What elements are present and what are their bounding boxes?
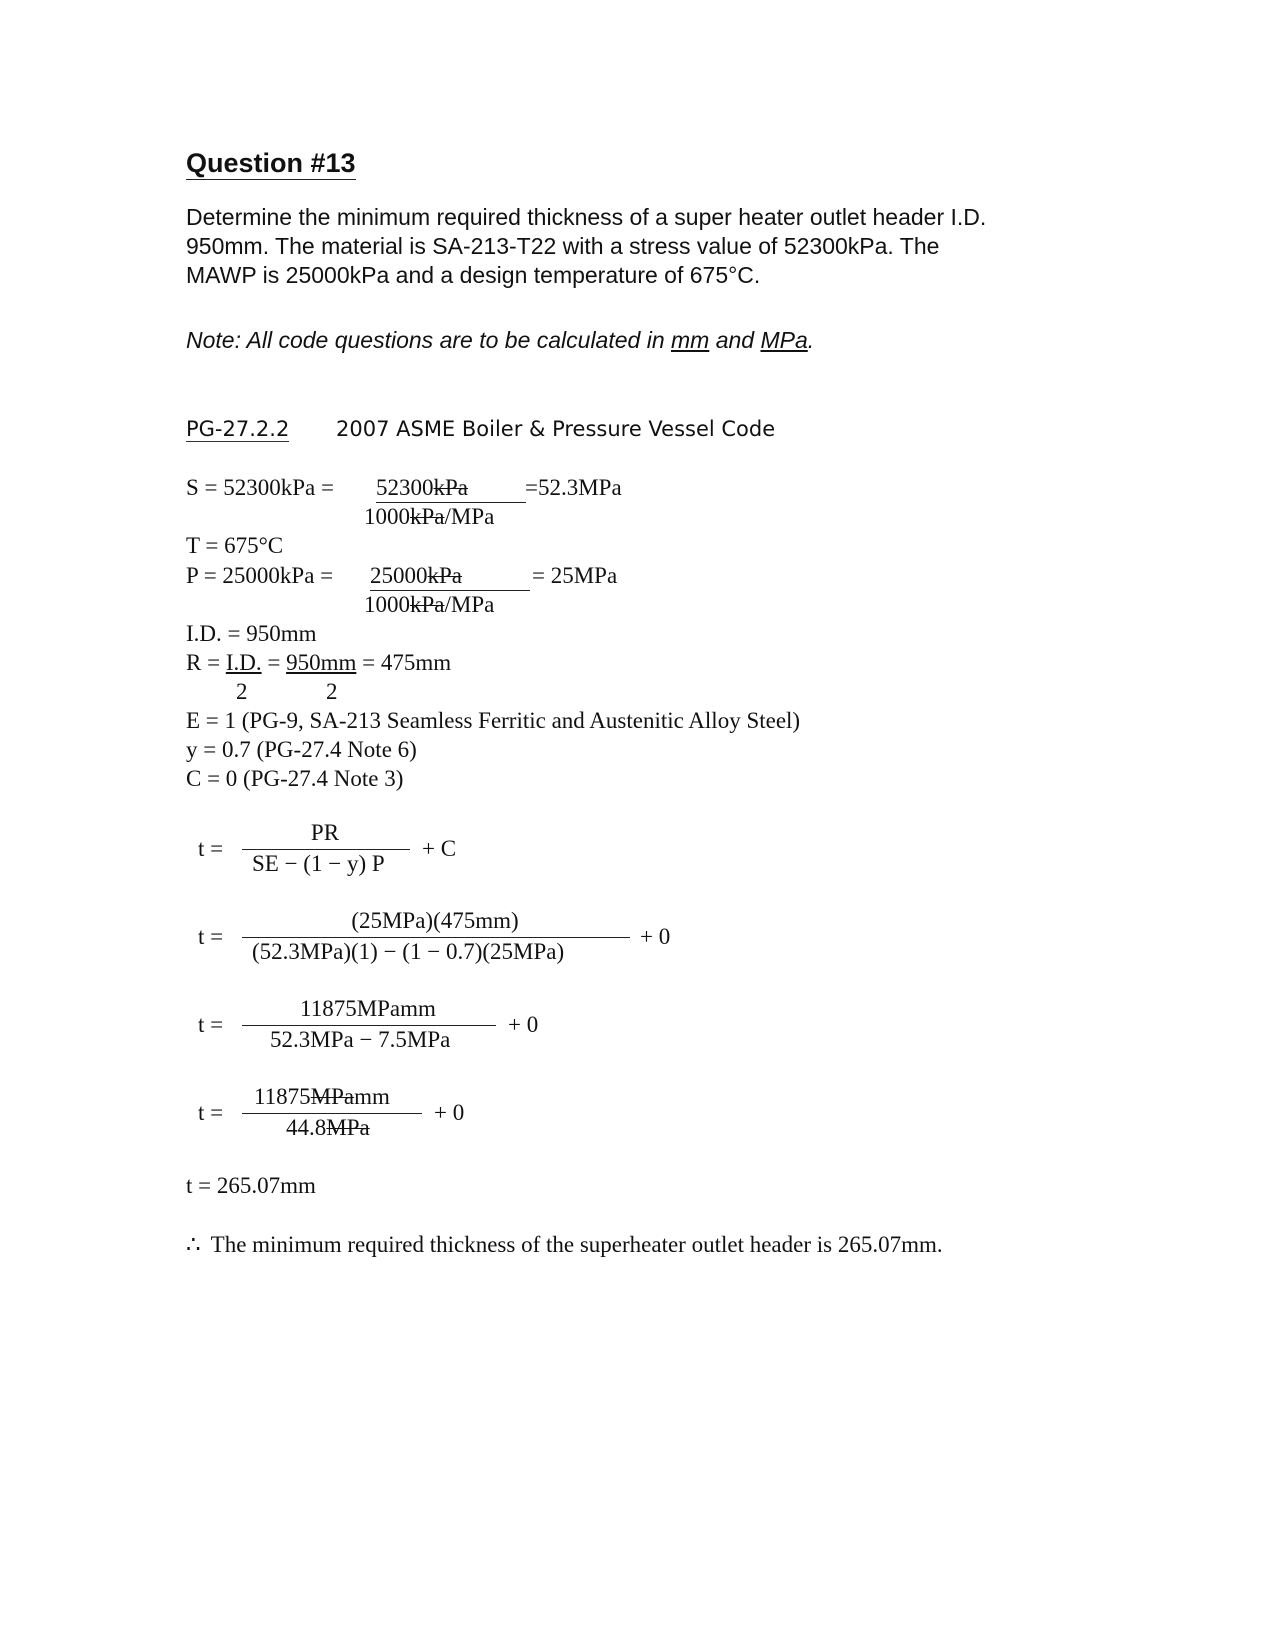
r-denominator-1: 2 <box>236 679 248 704</box>
note-end: . <box>807 327 815 353</box>
formula-3-numerator: 11875MPamm <box>300 996 436 1021</box>
s-numerator <box>376 474 526 503</box>
formula-4-denominator-value: 44.8 <box>286 1115 327 1140</box>
p-numerator-unit: kPa <box>427 563 462 588</box>
code-reference: PG-27.2.2 <box>186 417 290 441</box>
note-text <box>186 327 814 354</box>
r-equals: = <box>261 650 287 675</box>
conclusion <box>186 1231 943 1259</box>
c-definition: C = 0 (PG-27.4 Note 3) <box>186 766 404 791</box>
formula-2-t: t = <box>198 924 224 949</box>
p-denominator-per: /MPa <box>444 592 495 617</box>
formula-4-denominator <box>286 1114 370 1142</box>
formula-2-plus: + 0 <box>640 924 671 949</box>
r-label: R = <box>186 650 226 675</box>
p-denominator-value: 1000 <box>364 592 410 617</box>
r-950-fraction: 950mm <box>286 650 357 675</box>
conclusion-text: The minimum required thickness of the superheater outlet header is 265.07mm. <box>210 1232 943 1257</box>
r-result: = 475mm <box>356 650 452 675</box>
formula-1-t: t = <box>198 836 224 861</box>
p-numerator-value: 25000 <box>370 563 428 588</box>
p-denominator-unit: kPa <box>410 592 445 617</box>
formula-4-t: t = <box>198 1100 224 1125</box>
question-text-line-2: 950mm. The material is SA-213-T22 with a stress value of 52300kPa. The <box>186 233 940 259</box>
y-definition: y = 0.7 (PG-27.4 Note 6) <box>186 737 417 762</box>
e-definition: E = 1 (PG-9, SA-213 Seamless Ferritic and Austenitic Alloy Steel) <box>186 708 801 733</box>
p-denominator <box>364 591 494 619</box>
p-definition: P = 25000kPa = <box>186 563 334 588</box>
therefore-icon: ∴ <box>186 1232 201 1257</box>
s-numerator-unit: kPa <box>433 475 468 500</box>
temperature-definition: T = 675°C <box>186 533 284 558</box>
formula-3-denominator: 52.3MPa − 7.5MPa <box>270 1027 451 1052</box>
formula-1-numerator: PR <box>310 820 340 845</box>
formula-4-numerator-cancelled-unit: MPa <box>310 1084 355 1109</box>
formula-2-numerator: (25MPa)(475mm) <box>351 908 519 933</box>
formula-4-numerator <box>254 1083 390 1111</box>
formula-2-denominator: (52.3MPa)(1) − (1 − 0.7)(25MPa) <box>252 939 565 964</box>
formula-1-denominator: SE − (1 − y) P <box>252 851 385 876</box>
r-denominator-2: 2 <box>326 679 338 704</box>
formula-3-t: t = <box>198 1012 224 1037</box>
s-denominator <box>364 503 494 531</box>
note-unit-mm: mm <box>671 327 710 353</box>
note-prefix: Note: All code questions are to be calculated in <box>186 327 671 353</box>
s-denominator-value: 1000 <box>364 504 410 529</box>
s-denominator-per: /MPa <box>444 504 495 529</box>
formula-3-plus: + 0 <box>508 1012 539 1037</box>
note-unit-mpa: MPa <box>760 327 808 353</box>
question-text-line-1: Determine the minimum required thickness of a super heater outlet header I.D. <box>186 204 987 230</box>
result-line: t = 265.07mm <box>186 1173 316 1198</box>
formula-1-plus: + C <box>422 836 457 861</box>
s-result: =52.3MPa <box>525 475 622 500</box>
formula-4-plus: + 0 <box>434 1100 465 1125</box>
question-text-line-3: MAWP is 25000kPa and a design temperature of 675°C. <box>186 262 761 288</box>
formula-4-numerator-value: 11875 <box>254 1084 311 1109</box>
r-id-fraction: I.D. <box>225 650 262 675</box>
p-numerator <box>370 562 530 591</box>
s-numerator-value: 52300 <box>376 475 434 500</box>
code-reference-title: 2007 ASME Boiler & Pressure Vessel Code <box>336 417 776 441</box>
formula-4-numerator-unit: mm <box>354 1084 390 1109</box>
question-title: Question #13 <box>186 148 356 178</box>
note-and: and <box>709 327 761 353</box>
formula-4-denominator-unit: MPa <box>326 1115 370 1140</box>
s-denominator-unit: kPa <box>410 504 445 529</box>
p-result: = 25MPa <box>532 563 618 588</box>
id-definition: I.D. = 950mm <box>186 621 317 646</box>
r-definition <box>186 649 451 677</box>
s-definition: S = 52300kPa = <box>186 475 334 500</box>
